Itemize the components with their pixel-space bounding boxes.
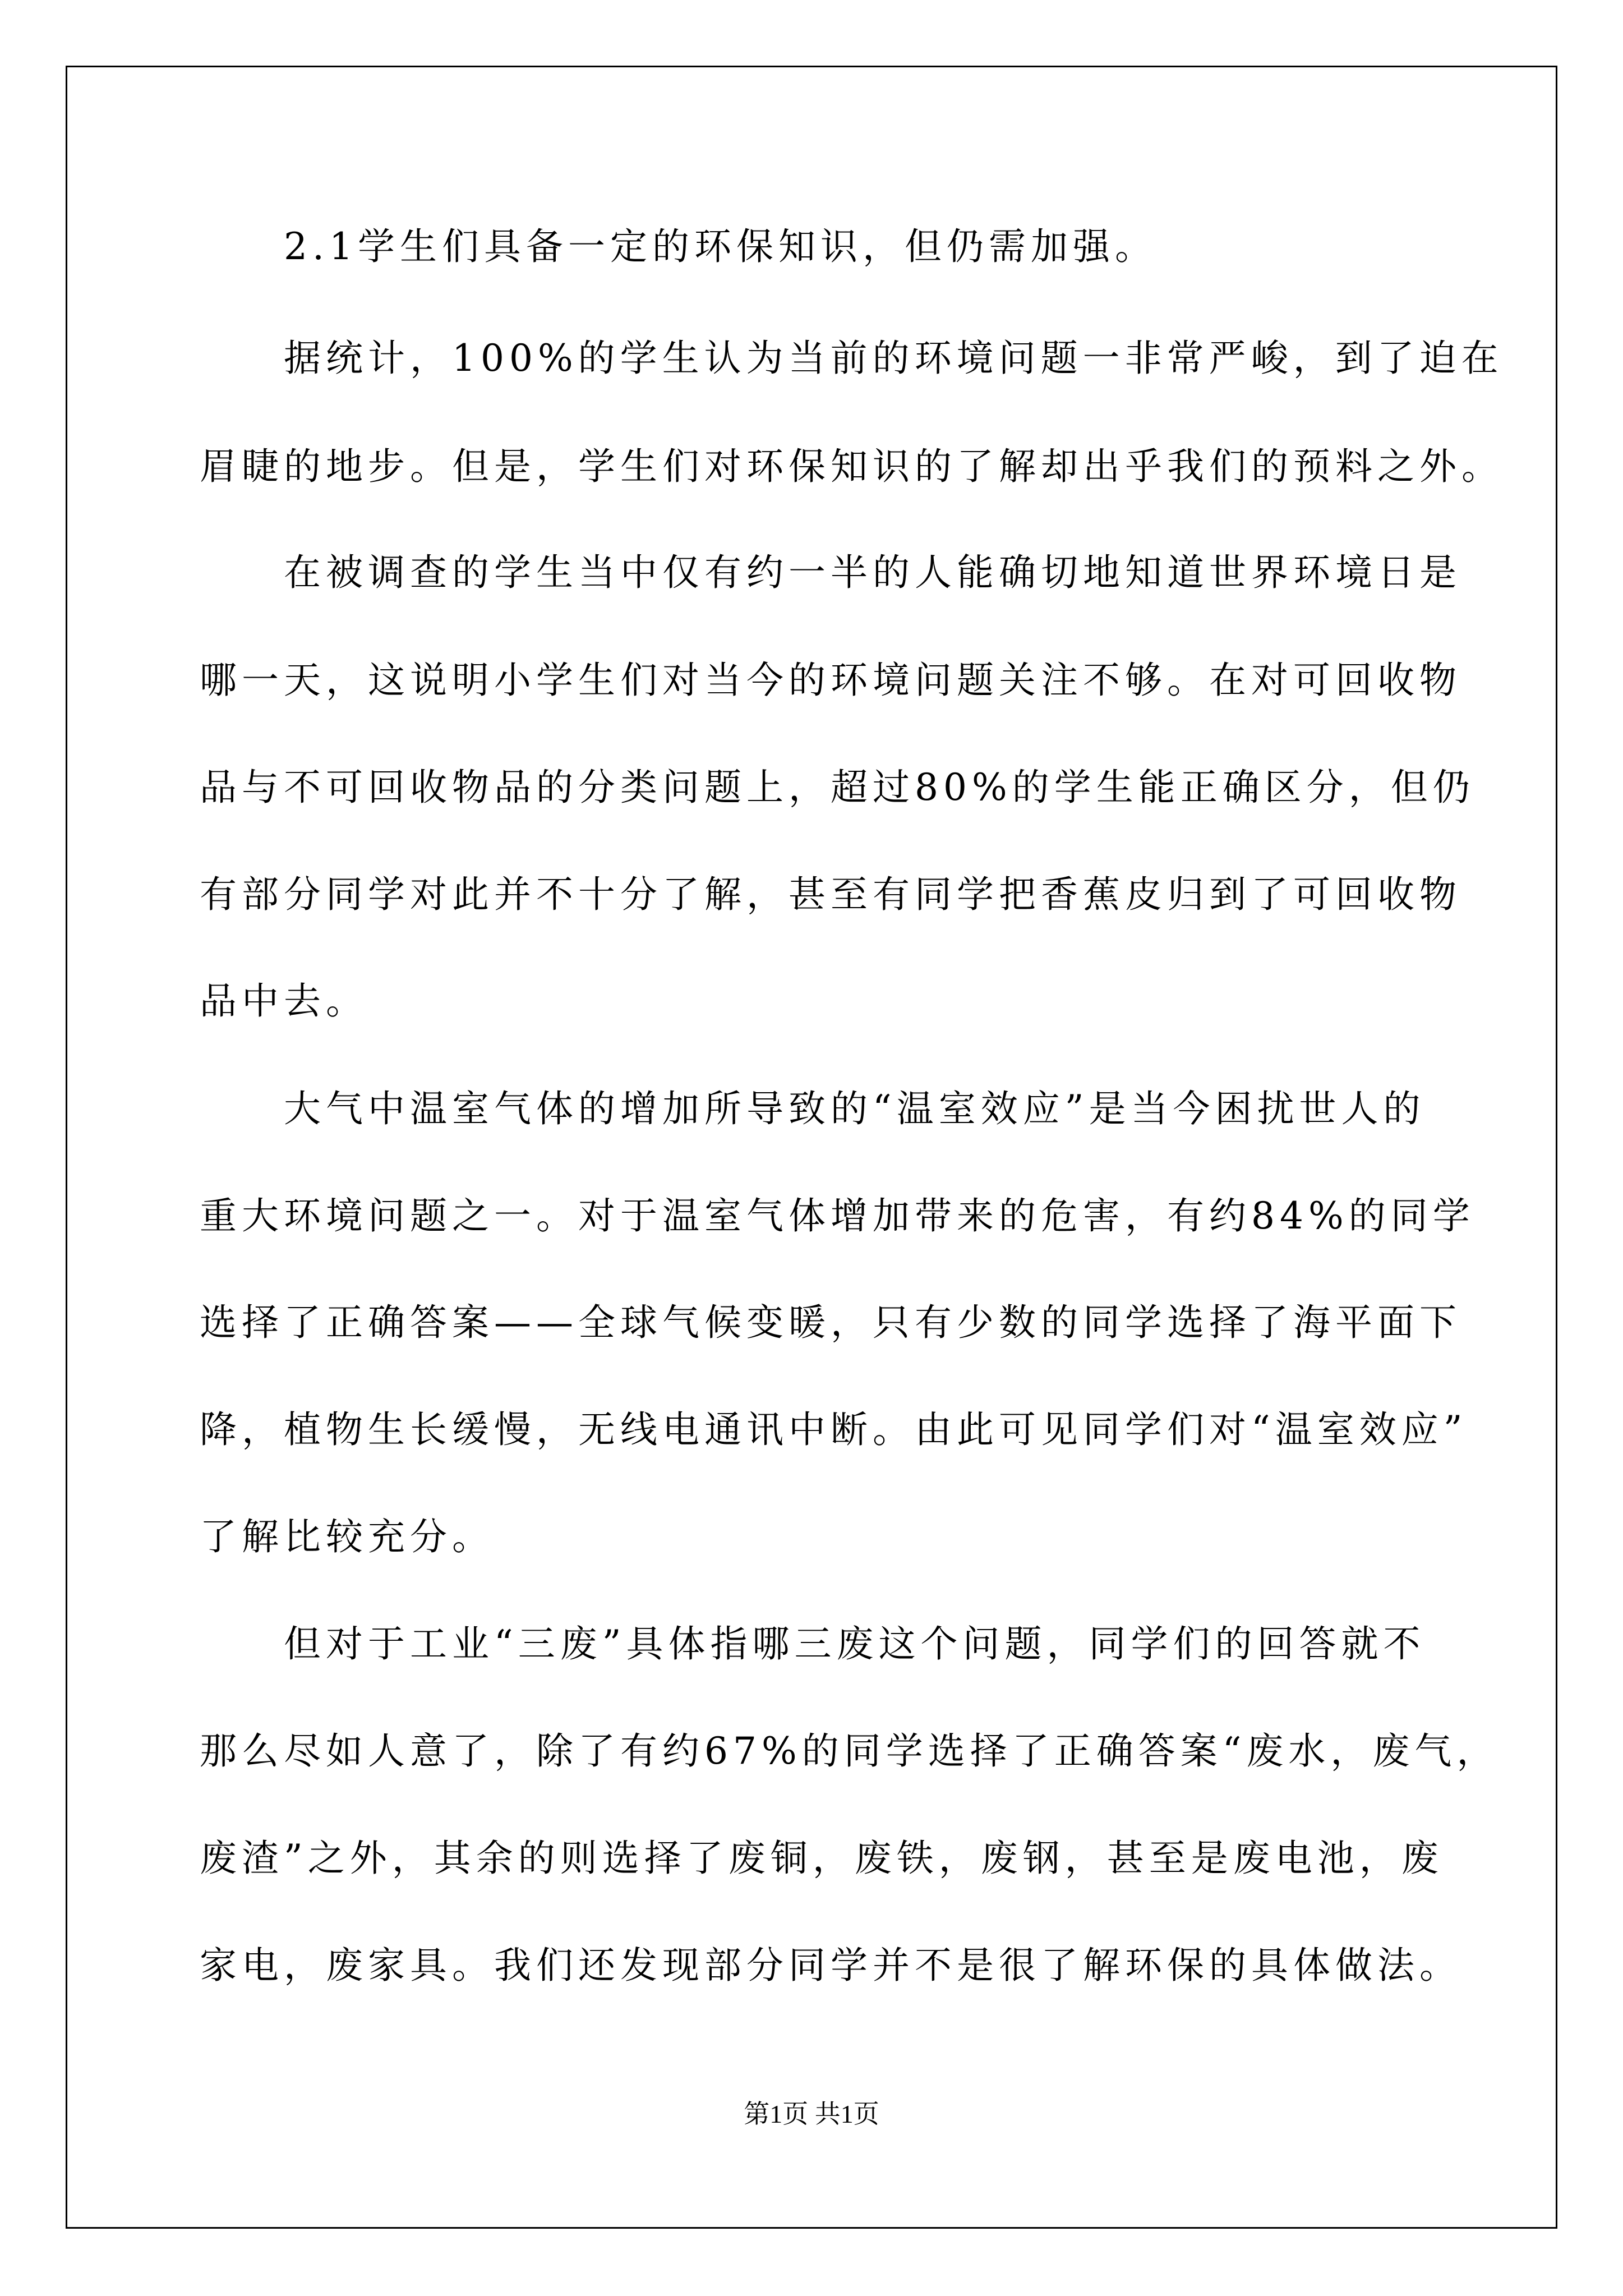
text-line: 降，植物生长缓慢，无线电通讯中断。由此可见同学们对“温室效应” — [200, 1408, 1468, 1451]
page-footer: 第1页 共1页 — [744, 2100, 879, 2128]
text-line: 废渣”之外，其余的则选择了废铜，废铁，废钢，甚至是废电池，废 — [200, 1837, 1444, 1880]
text-line: 据统计，100%的学生认为当前的环境问题一非常严峻，到了迫在 — [284, 337, 1504, 380]
text-line: 眉睫的地步。但是，学生们对环保知识的了解却出乎我们的预料之外。 — [200, 445, 1504, 488]
text-line: 哪一天，这说明小学生们对当今的环境问题关注不够。在对可回收物 — [200, 659, 1461, 702]
text-line: 那么尽如人意了，除了有约67%的同学选择了正确答案“废水，废气， — [200, 1729, 1499, 1773]
text-line: 家电，废家具。我们还发现部分同学并不是很了解环保的具体做法。 — [200, 1944, 1461, 1987]
text-line: 大气中温室气体的增加所导致的“温室效应”是当今困扰世人的 — [284, 1087, 1426, 1130]
text-line: 但对于工业“三废”具体指哪三废这个问题，同学们的回答就不 — [284, 1622, 1426, 1665]
page-border — [66, 66, 1557, 2229]
text-line: 品中去。 — [200, 979, 368, 1023]
section-heading: 2.1学生们具备一定的环保知识，但仍需加强。 — [284, 225, 1157, 268]
text-line: 选择了正确答案——全球气候变暖，只有少数的同学选择了海平面下 — [200, 1301, 1461, 1344]
text-line: 重大环境问题之一。对于温室气体增加带来的危害，有约84%的同学 — [200, 1194, 1475, 1237]
text-line: 在被调查的学生当中仅有约一半的人能确切地知道世界环境日是 — [284, 551, 1461, 594]
text-line: 了解比较充分。 — [200, 1515, 494, 1558]
text-line: 有部分同学对此并不十分了解，甚至有同学把香蕉皮归到了可回收物 — [200, 873, 1461, 916]
text-line: 品与不可回收物品的分类问题上，超过80%的学生能正确区分，但仍 — [200, 766, 1475, 809]
